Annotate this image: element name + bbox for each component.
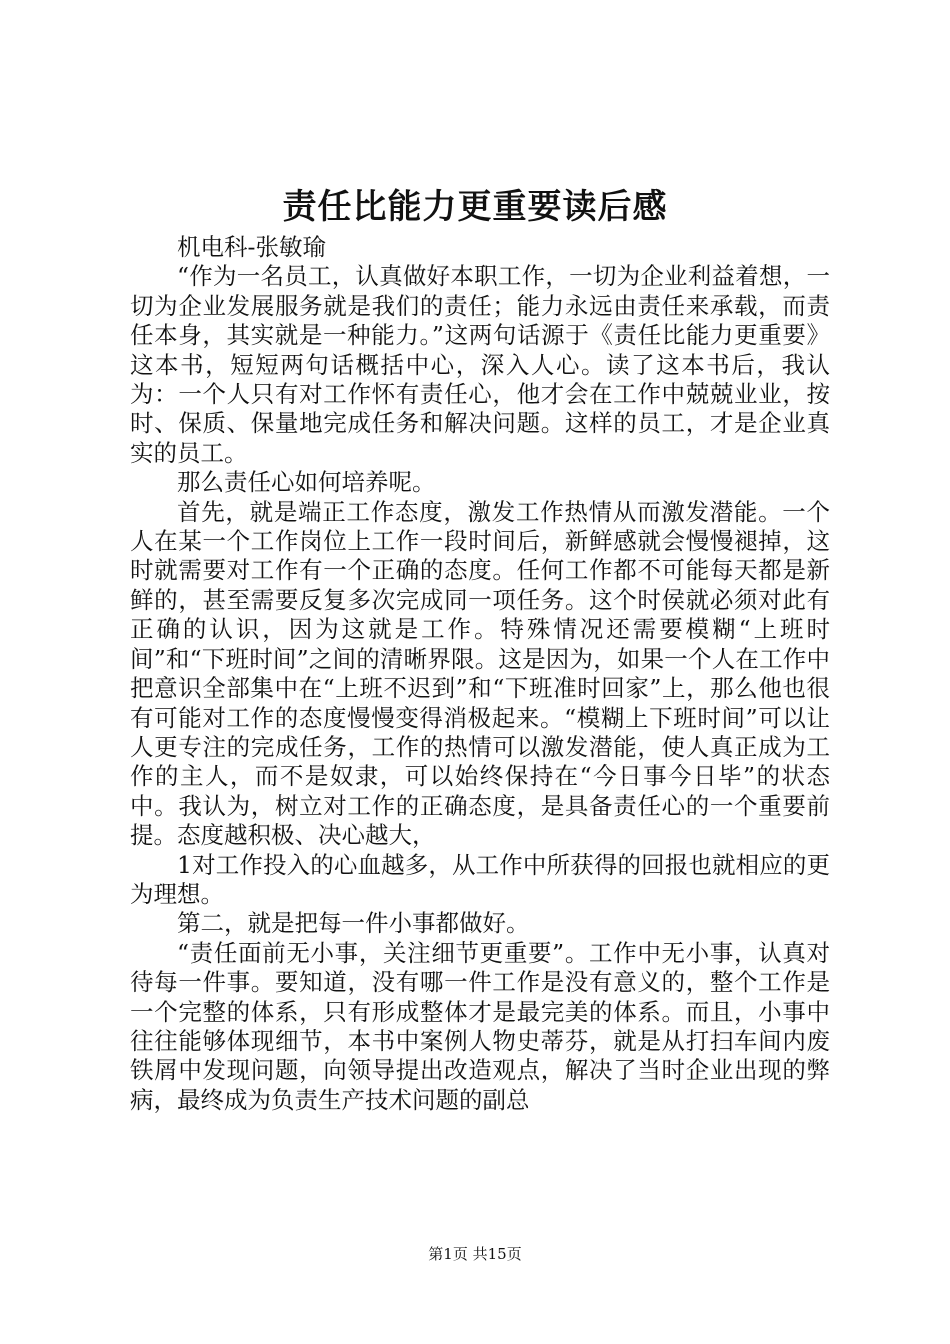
page-number-footer: 第1页 共15页 — [428, 1245, 522, 1263]
paragraph: “作为一名员工，认真做好本职工作，一切为企业利益着想，一切为企业发展服务就是我们的责任；能力永远由责任来承载，而责任本身，其实就是一种能力。”这两句话源于《责任比能力更重要》这本书，短短两句话概括中心，深入人心。读了这本书后，我认为：一个人只有对工作怀有责任心，他才会在工作中兢兢业业，按时、保质、保量地完成任务和解决问题。这样的员工，才是企业真实的员工。 — [130, 262, 830, 467]
paragraph: 第二，就是把每一件小事都做好。 — [177, 909, 530, 938]
author-line: 机电科-张敏瑜 — [177, 233, 326, 261]
paragraph: 首先，就是端正工作态度，激发工作热情从而激发潜能。一个人在某一个工作岗位上工作一段时间后，新鲜感就会慢慢褪掉，这时就需要对工作有一个正确的态度。任何工作都不可能每天都是新鲜的，甚至需要反复多次完成同一项任务。这个时侯就必须对此有正确的认识，因为这就是工作。特殊情况还需要模糊“上班时间”和“下班时间”之间的清晰界限。这是因为，如果一个人在工作中把意识全部集中在“上班不迟到”和“下班准时回家”上，那么他也很有可能对工作的态度慢慢变得消极起来。“模糊上下班时间”可以让人更专注的完成任务，工作的热情可以激发潜能，使人真正成为工作的主人，而不是奴隶，可以始终保持在“今日事今日毕”的状态中。我认为，树立对工作的正确态度，是具备责任心的一个重要前提。态度越积极、决心越大， — [130, 497, 830, 850]
document-body — [130, 233, 830, 1115]
paragraph: 1对工作投入的心血越多，从工作中所获得的回报也就相应的更为理想。 — [130, 850, 830, 908]
paragraph: 那么责任心如何培养呢。 — [177, 468, 436, 497]
document-title: 责任比能力更重要读后感 — [282, 187, 668, 227]
paragraph: “责任面前无小事，关注细节更重要”。工作中无小事，认真对待每一件事。要知道，没有哪一件工作是没有意义的，整个工作是一个完整的体系，只有形成整体才是最完美的体系。而且，小事中往往能够体现细节，本书中案例人物史蒂芬，就是从打扫车间内废铁屑中发现问题，向领导提出改造观点，解决了当时企业出现的弊病，最终成为负责生产技术问题的副总 — [130, 938, 830, 1114]
